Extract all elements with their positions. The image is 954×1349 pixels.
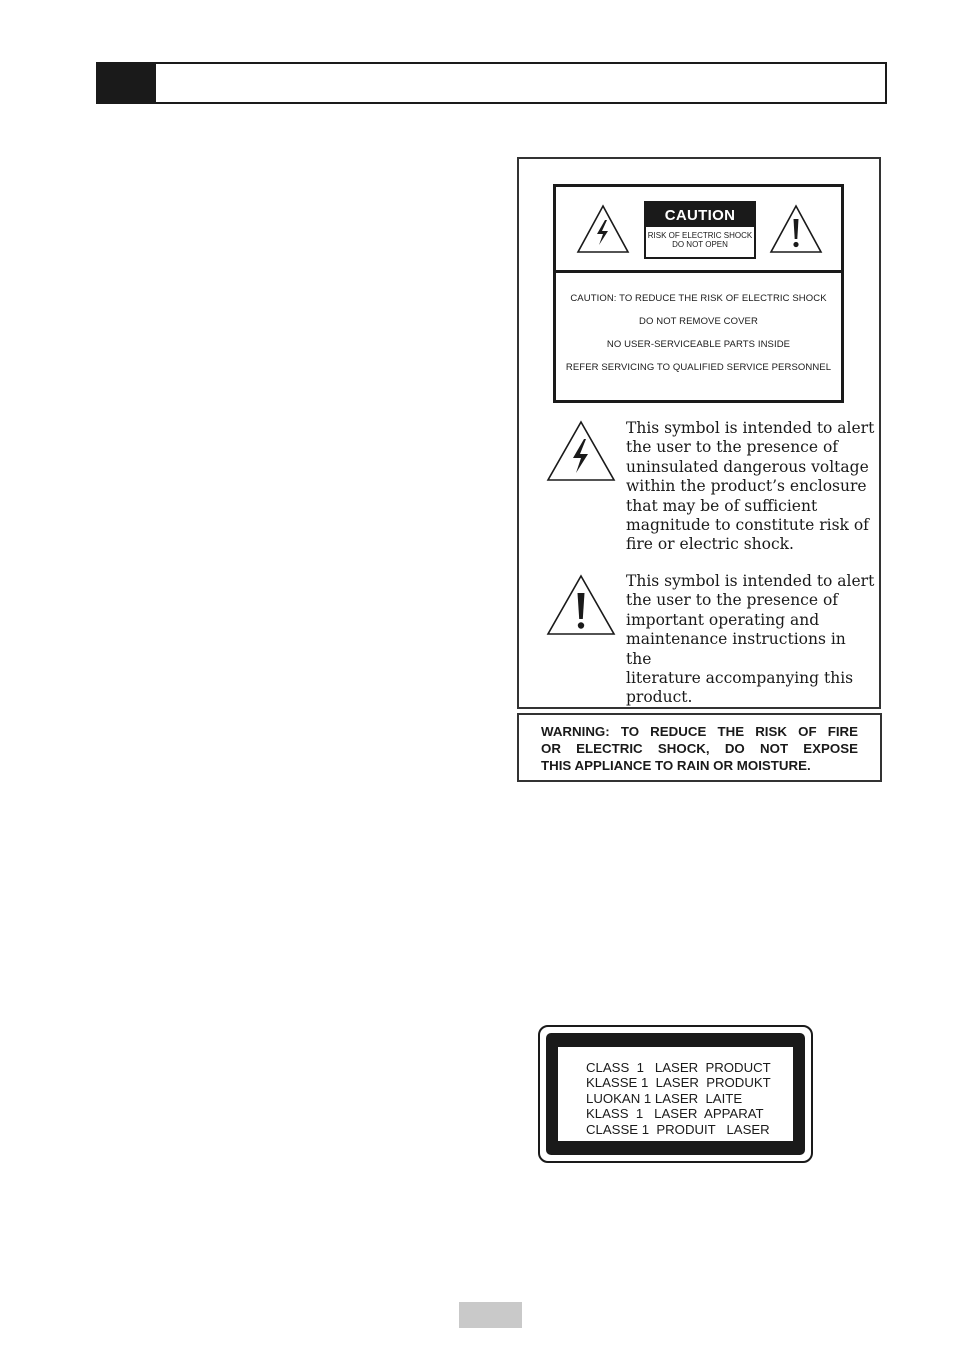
description-line: literature accompanying this	[626, 669, 854, 688]
description-line: product.	[626, 688, 693, 707]
laser-label-line: KLASS 1 LASER APPARAT	[586, 1106, 764, 1122]
description-line: This symbol is intended to alert	[626, 572, 875, 590]
caution-block	[644, 201, 756, 259]
laser-label-line: CLASSE 1 PRODUIT LASER	[586, 1121, 770, 1137]
warning-line: OR ELECTRIC SHOCK, DO NOT EXPOSE	[541, 741, 858, 756]
description-line: This symbol is intended to alert	[626, 419, 875, 437]
warning-line: THIS APPLIANCE TO RAIN OR MOISTURE.	[541, 758, 811, 773]
laser-label-line: KLASSE 1 LASER PRODUKT	[586, 1075, 771, 1091]
laser-label-frame	[546, 1033, 805, 1155]
description-line: maintenance instructions in the	[626, 630, 846, 668]
description-line: within the product’s enclosure	[626, 477, 867, 496]
exclamation-warning-icon	[768, 203, 824, 255]
description-line: magnitude to constitute risk of	[626, 516, 869, 535]
caution-subtext	[646, 227, 754, 249]
laser-label-line: LUOKAN 1 LASER LAITE	[586, 1090, 743, 1106]
description-line: important operating and	[626, 610, 820, 629]
warning-line: WARNING: TO REDUCE THE RISK OF FIRE	[541, 724, 858, 739]
warning-box	[517, 713, 882, 782]
lightning-symbol-description	[626, 419, 876, 555]
label-divider	[556, 270, 841, 273]
caution-label	[553, 184, 844, 403]
exclamation-symbol-description	[626, 572, 876, 708]
description-line: the user to the presence of	[626, 591, 839, 610]
caution-label-line: REFER SERVICING TO QUALIFIED SERVICE PERSONNEL	[565, 362, 832, 373]
laser-label-line: CLASS 1 LASER PRODUCT	[586, 1060, 771, 1075]
laser-product-label	[538, 1025, 813, 1163]
lightning-warning-icon	[546, 420, 616, 482]
caution-label-line: DO NOT REMOVE COVER	[639, 316, 758, 327]
caution-heading: CAUTION	[646, 203, 754, 227]
lightning-warning-icon	[575, 203, 631, 255]
description-line: that may be of sufficient	[626, 496, 818, 515]
page-number-box	[459, 1302, 522, 1328]
caution-subtext-line: RISK OF ELECTRIC SHOCK	[647, 231, 753, 240]
laser-label-inner	[558, 1047, 793, 1141]
caution-label-line: NO USER-SERVICEABLE PARTS INSIDE	[606, 339, 791, 350]
caution-subtext-line: DO NOT OPEN	[672, 240, 728, 249]
section-header-tab	[98, 64, 156, 102]
description-line: the user to the presence of	[626, 438, 839, 457]
description-line: fire or electric shock.	[626, 535, 794, 554]
description-line: uninsulated dangerous voltage	[626, 457, 869, 476]
caution-label-line: CAUTION: TO REDUCE THE RISK OF ELECTRIC SHOCK	[570, 293, 827, 304]
exclamation-warning-icon	[546, 574, 616, 636]
section-header-bar	[96, 62, 887, 104]
